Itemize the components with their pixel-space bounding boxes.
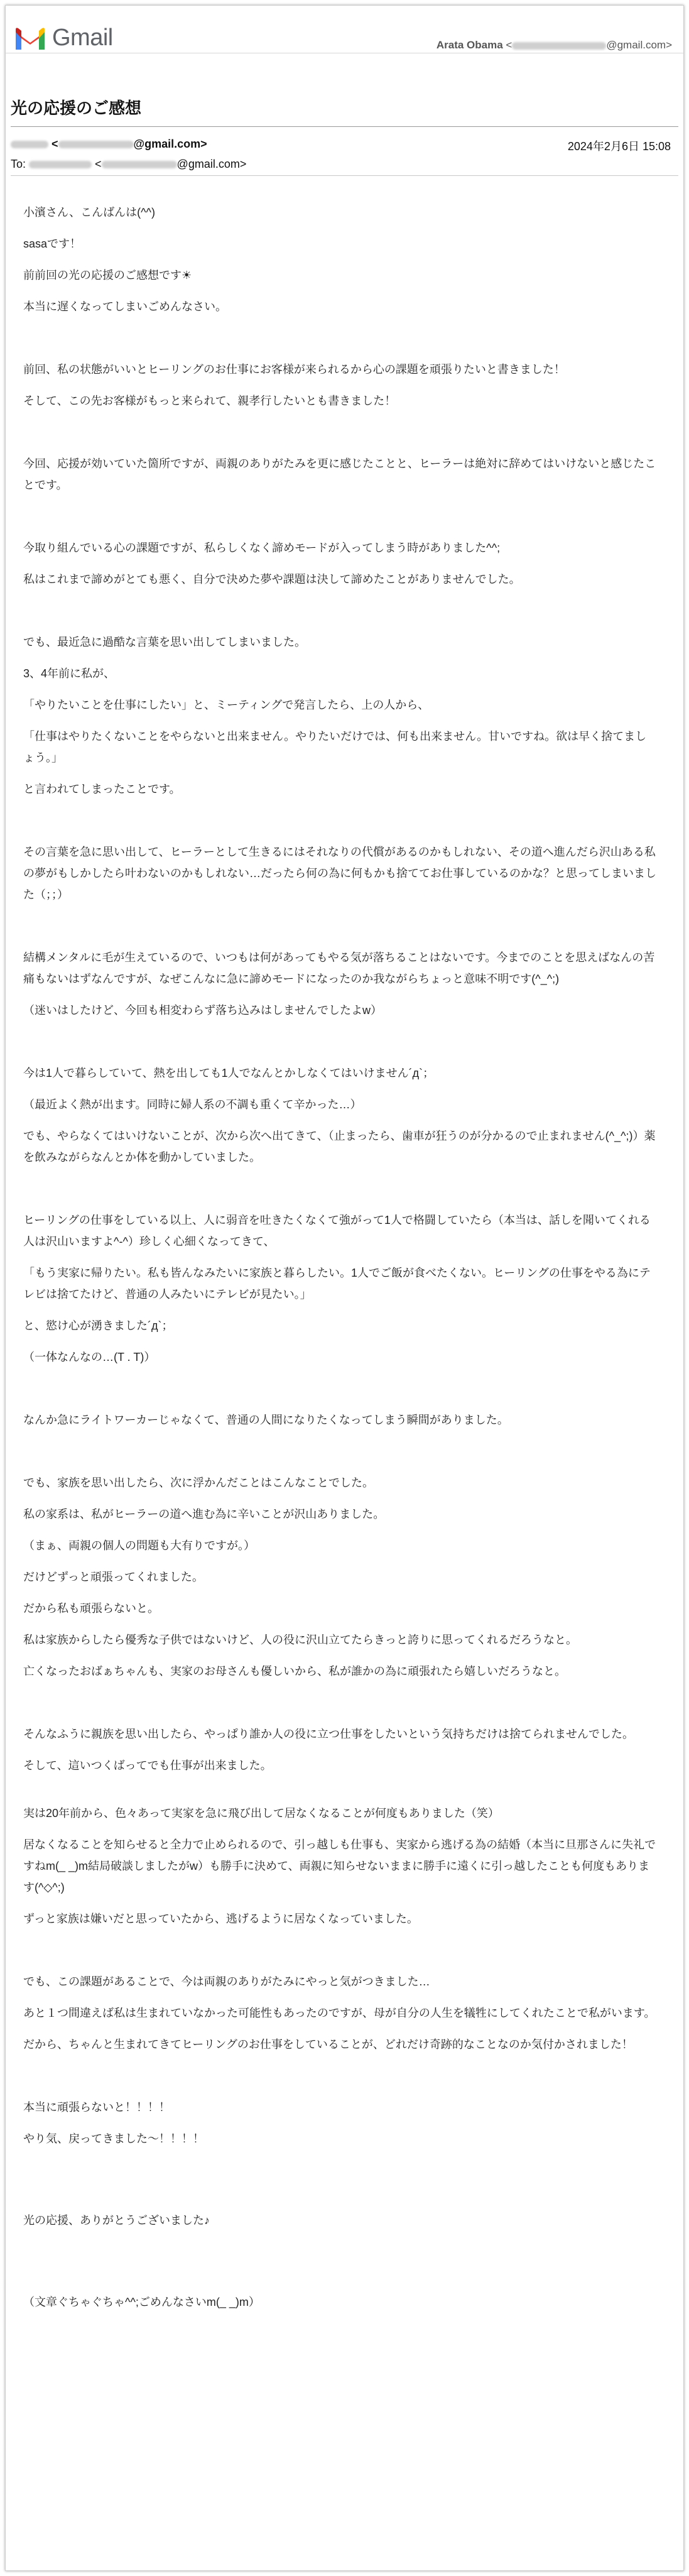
body-paragraph: だけどずっと頑張ってくれました。 [23,1571,203,1583]
gmail-m-icon [13,26,47,51]
body-paragraph: 居なくなることを知らせると全力で止められるので、引っ越しも仕事も、実家から逃げる為の結婚（本当に旦那さんに失礼ですねm(_ _)m結局破談しましたがw）も勝手に決めて、両親に知らせないままに勝手に遠くに引っ越したことも何度もあります(^◇^;) [23,1838,656,1894]
body-paragraph: （文章ぐちゃぐちゃ^^;ごめんなさいm(_ _)m） [23,2296,260,2308]
body-paragraph: 実は20年前から、色々あって実家を急に飛び出して居なくなることが何度もありました（笑） [23,1807,499,1820]
body-paragraph: そんなふうに親族を思い出したら、やっぱり誰か人の役に立つ仕事をしたいという気持ちだけは捨てられませんでした。 [23,1728,634,1740]
body-paragraph: 「やりたいことを仕事にしたい」と、ミーティングで発言したら、上の人から、 [23,699,430,711]
gmail-header [6,6,683,53]
body-paragraph: 亡くなったおばぁちゃんも、実家のお母さんも優しいから、私が誰かの為に頑張れたら嬉しいだろうなと。 [23,1665,566,1678]
body-paragraph: そして、この先お客様がもっと来られて、親孝行したいとも書きました！ [23,395,396,407]
email-date: 2024年2月6日 15:08 [567,140,671,153]
body-paragraph: （最近よく熱が出ます。同時に婦人系の不調も重くて辛かった…） [23,1098,362,1111]
body-paragraph: そして、這いつくばってでも仕事が出来ました。 [23,1759,272,1772]
body-paragraph: 前回、私の状態がいいとヒーリングのお仕事にお客様が来られるから心の課題を頑張りたいと書きました！ [23,363,565,376]
account-name: Arata Obama [436,39,503,51]
body-paragraph: と、慾け心が湧きました´д`； [23,1319,173,1332]
account-email-domain: @gmail.com> [606,39,672,51]
redacted-sender-email [58,141,134,148]
body-paragraph: （迷いはしたけど、今回も相変わらず落ち込みはしませんでしたよw） [23,1004,382,1017]
subject-divider [11,126,678,127]
body-paragraph: でも、この課題があることで、今は両親のありがたみにやっと気がつきました… [23,1975,430,1988]
meta-divider [11,175,678,176]
body-paragraph: 今は1人で暮らしていて、熱を出しても1人でなんとかしなくてはいけません´д`； [23,1067,435,1079]
redacted-recipient-email [102,161,177,168]
recipient: To: < @gmail.com> [11,158,247,170]
body-paragraph: その言葉を急に思い出して、ヒーラーとして生きるにはそれなりの代償があるのかもしれない、その道へ進んだら沢山ある私の夢がもしかしたら叶わないのかもしれない…だったら何の為に何もかも捨ててお仕事しているのかな？と思ってしまいました（；；） [23,846,656,901]
body-paragraph: 私の家系は、私がヒーラーの道へ進む為に辛いことが沢山ありました。 [23,1508,385,1520]
recipient-email-domain: @gmail.com> [176,158,247,170]
body-paragraph: ヒーリングの仕事をしている以上、人に弱音を吐きたくなくて強がって1人で格闘していたら（本当は、話しを聞いてくれる人は沢山いますよ^-^）珍しく心細くなってきて、 [23,1214,651,1248]
body-paragraph: と言われてしまったことです。 [23,783,181,795]
email-subject: 光の応援のご感想 [11,99,142,117]
body-paragraph: 私は家族からしたら優秀な子供ではないけど、人の役に沢山立てたらきっと誇りに思ってくれるだろうなと。 [23,1634,577,1646]
body-paragraph: 「仕事はやりたくないことをやらないと出来ません。やりたいだけでは、何も出来ません。甘いですね。欲は早く捨てましょう。」 [23,730,647,764]
body-paragraph: でも、家族を思い出したら、次に浮かんだことはこんなことでした。 [23,1476,374,1489]
body-paragraph: sasaです！ [23,237,82,250]
body-paragraph: だから、ちゃんと生まれてきてヒーリングのお仕事をしていることが、どれだけ奇跡的なことなのか気付かされました！ [23,2038,633,2051]
body-paragraph: 本当に頑張らないと！！！！ [23,2101,170,2114]
body-paragraph: 小濱さん、こんばんは(^^) [23,206,155,219]
body-paragraph: なんか急にライトワーカーじゃなくて、普通の人間になりたくなってしまう瞬間がありました。 [23,1414,509,1426]
redacted-recipient-name [29,161,92,168]
redacted-sender-name [11,141,48,148]
body-paragraph: 本当に遅くなってしまいごめんなさい。 [23,300,227,313]
gmail-logo [13,25,113,52]
body-paragraph: あと１つ間違えば私は生まれていなかった可能性もあったのですが、母が自分の人生を犠牲にしてくれたことで私がいます。 [23,2007,656,2019]
account-info: Arata Obama < @gmail.com> [436,39,672,51]
body-paragraph: 私はこれまで諦めがとても悪く、自分で決めた夢や課題は決して諦めたことがありませんでした。 [23,573,521,586]
body-paragraph: やり気、戻ってきました～！！！！ [23,2132,204,2145]
body-paragraph: 前前回の光の応援のご感想です☀ [23,269,192,281]
body-paragraph: ずっと家族は嫌いだと思っていたから、逃げるように居なくなっていました。 [23,1913,418,1925]
body-paragraph: 今取り組んでいる心の課題ですが、私らしくなく諦めモードが入ってしまう時がありました^^; [23,542,501,554]
gmail-wordmark: Gmail [52,25,113,51]
body-paragraph: 結構メンタルに毛が生えているので、いつもは何があってもやる気が落ちることはないです。今までのことを思えばなんの苦痛もないはずなんですが、なぜこんなに急に諦めモードになったのか我ながらちょっと意味不明です(^_^;) [23,951,655,985]
body-paragraph: でも、やらなくてはいけないことが、次から次へ出てきて、（止まったら、歯車が狂うのが分かるので止まれません(^_^;)）薬を飲みながらなんとか体を動かしていました。 [23,1130,656,1164]
sender: < @gmail.com> [11,138,207,151]
body-paragraph: 光の応援、ありがとうございました♪ [23,2214,210,2227]
email-body [23,202,658,2323]
body-paragraph: だから私も頑張らないと。 [23,1602,159,1615]
body-paragraph: 「もう実家に帰りたい。私も皆んなみたいに家族と暮らしたい。1人でご飯が食べたくない。ヒーリングの仕事をやる為にテレビは捨てたけど、普通の人みたいにテレビが見たい。」 [23,1267,651,1301]
body-paragraph: （一体なんなの…(T . T)） [23,1351,156,1363]
sender-email-domain: @gmail.com> [133,138,207,150]
body-paragraph: 3、4年前に私が、 [23,667,116,680]
body-paragraph: でも、最近急に過酷な言葉を思い出してしまいました。 [23,636,306,648]
email-print-page [5,5,684,2571]
redacted-email [512,42,606,50]
body-paragraph: 今回、応援が効いていた箇所ですが、両親のありがたみを更に感じたことと、ヒーラーは絶対に辞めてはいけないと感じたことです。 [23,457,656,491]
to-label: To: [11,158,26,170]
body-paragraph: （まぁ、両親の個人の問題も大有りですが。） [23,1539,255,1552]
